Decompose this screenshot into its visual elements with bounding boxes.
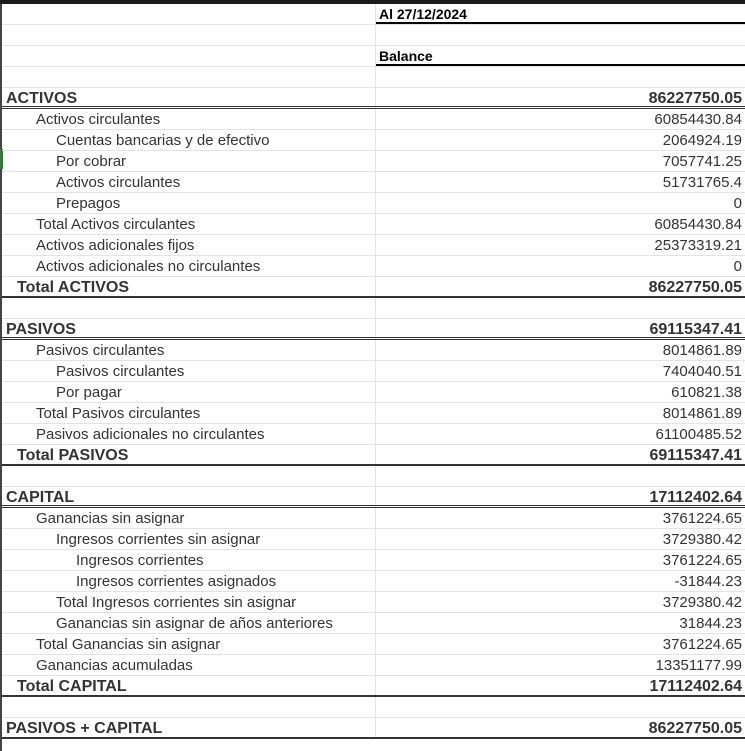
item-row [2,130,745,151]
account-label-cell[interactable]: Pasivos adicionales no circulantes [2,424,376,444]
blank-row [2,466,745,487]
item-row [2,529,745,550]
balance-value-cell[interactable] [376,298,745,318]
total-row [2,676,745,697]
account-label-cell[interactable]: PASIVOS + CAPITAL [2,718,376,737]
account-label-cell[interactable]: Activos adicionales no circulantes [2,256,376,276]
header-column-row [2,46,745,67]
item-row [2,592,745,613]
header-empty-cell[interactable] [2,4,376,24]
empty-cell[interactable] [376,67,745,87]
balance-value-cell[interactable]: 69115347.41 [649,447,742,464]
item-row [2,655,745,676]
empty-cell[interactable] [2,25,376,45]
balance-value-cell[interactable] [376,466,745,486]
balance-value-cell[interactable]: 25373319.21 [654,237,742,254]
header-column-cell[interactable]: Balance [376,46,745,66]
item-row [2,193,745,214]
balance-value-cell[interactable]: 51731765.4 [662,174,742,191]
item-row [2,172,745,193]
account-label-cell[interactable]: Ingresos corrientes [2,550,376,570]
empty-cell[interactable] [2,67,376,87]
item-row [2,235,745,256]
account-label-cell[interactable]: Pasivos circulantes [2,340,376,360]
balance-value-cell[interactable]: 86227750.05 [648,279,742,296]
balance-sheet-grid [2,4,745,739]
item-row [2,151,745,172]
balance-value-cell[interactable]: 61100485.52 [655,426,742,443]
item-row [2,613,745,634]
balance-value-cell[interactable]: 31844.23 [679,615,742,632]
item-row [2,550,745,571]
balance-value-cell[interactable]: 86227750.05 [648,90,742,106]
account-label-cell[interactable]: Total Ganancias sin asignar [2,634,376,654]
account-label-cell[interactable] [2,697,376,717]
balance-value-cell[interactable]: 17112402.64 [649,678,742,695]
balance-value-cell[interactable]: 86227750.05 [648,720,742,737]
balance-value-cell[interactable]: 0 [733,258,742,275]
item-row [2,109,745,130]
item-row [2,340,745,361]
blank-row [2,67,745,88]
item-row [2,361,745,382]
account-label-cell[interactable]: Ingresos corrientes sin asignar [2,529,376,549]
account-label-cell[interactable]: Activos adicionales fijos [2,235,376,255]
account-label-cell[interactable]: Prepagos [2,193,376,213]
account-label-cell[interactable]: Ganancias sin asignar [2,508,376,528]
account-label-cell[interactable]: Cuentas bancarias y de efectivo [2,130,376,150]
balance-value-cell[interactable]: 2064924.19 [662,132,742,149]
account-label-cell[interactable]: Ganancias sin asignar de años anteriores [2,613,376,633]
account-label-cell[interactable]: Total ACTIVOS [2,277,376,296]
balance-value-cell[interactable]: 0 [733,195,742,212]
account-label-cell[interactable]: Pasivos circulantes [2,361,376,381]
balance-value-cell[interactable]: 17112402.64 [649,489,742,505]
account-label-cell[interactable]: Activos circulantes [2,172,376,192]
blank-row [2,298,745,319]
account-label-cell[interactable]: Activos circulantes [2,109,376,129]
item-row [2,403,745,424]
account-label-cell[interactable]: PASIVOS [2,319,376,337]
item-row [2,214,745,235]
balance-value-cell[interactable]: 3729380.42 [662,531,742,548]
item-row [2,634,745,655]
empty-cell[interactable] [376,25,745,45]
balance-value-cell[interactable]: 13351177.99 [655,657,742,674]
balance-value-cell[interactable]: 60854430.84 [654,216,742,233]
balance-value-cell[interactable]: 69115347.41 [649,321,742,337]
balance-value-cell[interactable]: 60854430.84 [654,111,742,128]
total-row [2,277,745,298]
balance-value-cell[interactable]: 3729380.42 [662,594,742,611]
item-row [2,382,745,403]
account-label-cell[interactable] [2,466,376,486]
section-row [2,487,745,508]
header-date-cell[interactable]: Al 27/12/2024 [376,4,745,24]
header-date-row [2,4,745,25]
account-label-cell[interactable]: Ingresos corrientes asignados [2,571,376,591]
account-label-cell[interactable]: Total Activos circulantes [2,214,376,234]
item-row [2,424,745,445]
account-label-cell[interactable]: Total Ingresos corrientes sin asignar [2,592,376,612]
balance-value-cell[interactable]: 3761224.65 [662,552,742,569]
balance-value-cell[interactable]: 3761224.65 [662,510,742,527]
item-row [2,571,745,592]
balance-value-cell[interactable]: 7057741.25 [662,153,742,170]
balance-value-cell[interactable] [376,697,745,717]
account-label-cell[interactable]: Total CAPITAL [2,676,376,695]
total-row [2,718,745,739]
total-row [2,445,745,466]
balance-value-cell[interactable]: -31844.23 [674,573,742,590]
blank-row [2,697,745,718]
account-label-cell[interactable]: Total PASIVOS [2,445,376,464]
header-empty-cell[interactable] [2,46,376,66]
section-row [2,88,745,109]
balance-value-cell[interactable]: 8014861.89 [662,342,742,359]
account-label-cell[interactable]: Ganancias acumuladas [2,655,376,675]
item-row [2,256,745,277]
account-label-cell[interactable]: ACTIVOS [2,88,376,106]
account-label-cell[interactable]: Total Pasivos circulantes [2,403,376,423]
blank-row [2,25,745,46]
balance-value-cell[interactable]: 8014861.89 [662,405,742,422]
item-row [2,508,745,529]
balance-value-cell[interactable]: 610821.38 [671,384,742,401]
account-label-cell[interactable]: Por cobrar [2,151,376,171]
account-label-cell[interactable]: CAPITAL [2,487,376,505]
account-label-cell[interactable]: Por pagar [2,382,376,402]
account-label-cell[interactable] [2,298,376,318]
balance-value-cell[interactable]: 3761224.65 [662,636,742,653]
balance-value-cell[interactable]: 7404040.51 [662,363,742,380]
section-row [2,319,745,340]
